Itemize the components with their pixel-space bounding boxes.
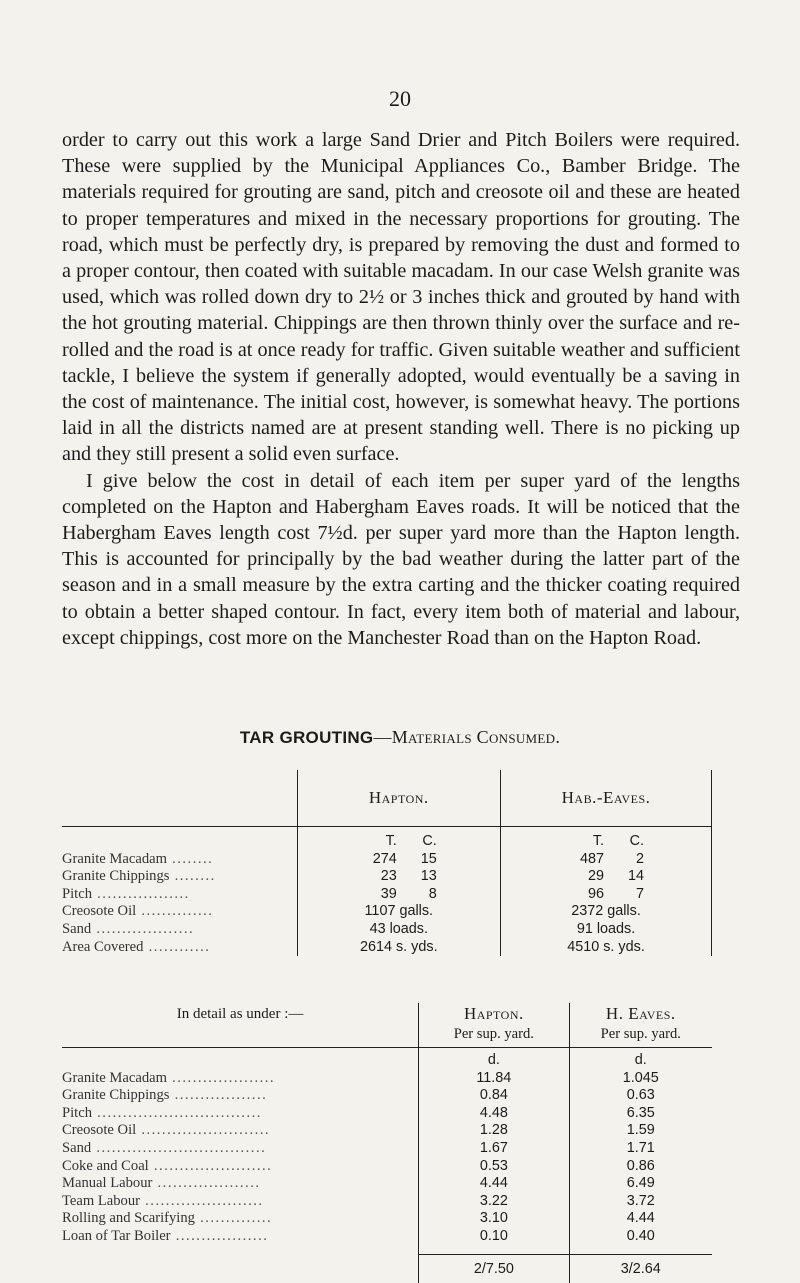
table-row	[62, 868, 712, 886]
row-label: Team Labour	[62, 1192, 140, 1209]
detail-table	[62, 1003, 712, 1283]
eaves-value: 1.71	[569, 1140, 712, 1158]
table-row	[62, 851, 712, 869]
leader-dots: .........................	[136, 1122, 271, 1139]
totals-row	[62, 1254, 712, 1283]
unit-pence: d.	[569, 1048, 712, 1070]
materials-units-row	[62, 827, 712, 851]
leader-dots: ....................	[152, 1175, 261, 1192]
table-row	[62, 939, 712, 957]
hapton-value: 1.67	[419, 1140, 569, 1158]
row-label: Pitch	[62, 885, 92, 902]
tons-value: 274	[372, 850, 397, 867]
eaves-value: 6.35	[569, 1105, 712, 1123]
paragraph-2: I give below the cost in detail of each item per super yard of the lengths completed on the Hapton and Habergham Eaves roads. It will be noticed that the Habergham Eaves length cost 7½d. per super yard more than the Hapton length. This is accounted for principally by the bad weather during the latter part of the season and in a small measure by the extra carting and the thicker coating required to obtain a better shaped contour. In fact, every item both of material and labour, except chippings, cost more on the Manchester Road than on the Hapton Road.	[62, 469, 740, 649]
hapton-value: 0.84	[419, 1087, 569, 1105]
leader-dots: ................................	[92, 1104, 262, 1121]
tons-value: 39	[380, 885, 397, 902]
detail-subheader-eaves: Per sup. yard.	[569, 1025, 712, 1048]
row-label: Granite Chippings	[62, 1087, 170, 1104]
leader-dots: ........	[166, 850, 214, 867]
eaves-value: 4510 s. yds.	[501, 939, 712, 957]
eaves-value: 1.59	[569, 1122, 712, 1140]
table-row	[62, 1175, 712, 1193]
page-number: 20	[389, 86, 411, 111]
hapton-value: 4.44	[419, 1175, 569, 1193]
unit-t: T.	[592, 833, 605, 849]
unit-c: C.	[422, 833, 437, 849]
cwt-value: 15	[420, 850, 437, 867]
table-row	[62, 886, 712, 904]
tons-value: 29	[588, 868, 605, 885]
table-row	[62, 1070, 712, 1088]
eaves-total: 3/2.64	[569, 1254, 712, 1283]
hapton-value: 0.53	[419, 1158, 569, 1176]
row-label: Rolling and Scarifying	[62, 1210, 195, 1227]
row-label: Granite Macadam	[62, 850, 167, 867]
leader-dots: ............	[143, 938, 211, 955]
row-label: Creosote Oil	[62, 1122, 137, 1139]
hapton-value: 43 loads.	[297, 921, 501, 939]
row-label: Coke and Coal	[62, 1157, 149, 1174]
eaves-value: 4.44	[569, 1210, 712, 1228]
materials-table	[62, 770, 712, 956]
eaves-value: 1.045	[569, 1070, 712, 1088]
detail-units-row	[62, 1048, 712, 1070]
leader-dots: ..............	[136, 903, 214, 920]
row-label: Manual Labour	[62, 1175, 153, 1192]
eaves-value: 0.40	[569, 1228, 712, 1246]
hapton-value: 1.28	[419, 1122, 569, 1140]
cwt-value: 13	[420, 868, 437, 885]
table-row	[62, 921, 712, 939]
unit-pence: d.	[419, 1048, 569, 1070]
leader-dots: .................................	[91, 1139, 267, 1156]
leader-dots: ........	[169, 868, 216, 885]
leader-dots: ..................	[169, 1087, 268, 1104]
table-row	[62, 903, 712, 921]
paragraph-1: order to carry out this work a large Sand Drier and Pitch Boilers were required. These were supplied by the Municipal Appliances Co., Bamber Bridge. The materials required for grouting are sand, pitch and creosote oil and these are heated to proper temperatures and mixed in the necessary proportions for grouting. The road, which must be perfectly dry, is prepared by removing the dust and formed to a proper contour, then coated with suitable macadam. In our case Welsh granite was used, which was rolled down dry to 2½ or 3 inches thick and grouted by hand with the hot grouting material. Chippings are then thrown thinly over the surface and re-rolled and the road is at once ready for traffic. Given suitable weather and sufficient tackle, I believe the system if generally adopted, would eventually be a saving in the cost of maintenance. The initial cost, however, is somewhat heavy. The portions laid in all the districts named are at present standing well. There is no picking up and they still present a solid even surface.	[62, 129, 740, 466]
table-row	[62, 1140, 712, 1158]
cwt-value: 8	[428, 885, 437, 902]
leader-dots: ...................	[91, 920, 195, 937]
hapton-value: 3.22	[419, 1193, 569, 1211]
leader-dots: .......................	[140, 1192, 264, 1209]
tons-value: 23	[380, 868, 397, 885]
cwt-value: 2	[636, 850, 645, 867]
row-label: Sand	[62, 920, 92, 937]
table-row	[62, 1228, 712, 1246]
detail-subheader-row	[62, 1025, 712, 1048]
tons-value: 96	[588, 885, 605, 902]
leader-dots: ..................	[92, 885, 190, 902]
leader-dots: ....................	[166, 1069, 276, 1086]
row-label: Granite Chippings	[62, 868, 170, 885]
materials-header-eaves: Hab.-Eaves.	[501, 770, 712, 827]
table-title-sub: —Materials Consumed.	[373, 727, 561, 747]
row-label: Sand	[62, 1139, 92, 1156]
eaves-value: 91 loads.	[501, 921, 712, 939]
materials-header-row	[62, 770, 712, 827]
hapton-value: 2614 s. yds.	[297, 939, 501, 957]
materials-header-hapton: Hapton.	[297, 770, 501, 827]
tons-value: 487	[580, 850, 605, 867]
table-row	[62, 1210, 712, 1228]
row-label: Loan of Tar Boiler	[62, 1227, 171, 1244]
cwt-value: 7	[636, 885, 645, 902]
row-label: Creosote Oil	[62, 903, 137, 920]
leader-dots: ..............	[194, 1210, 273, 1227]
hapton-value: 3.10	[419, 1210, 569, 1228]
materials-header-blank	[62, 770, 297, 827]
detail-subheader-hapton: Per sup. yard.	[419, 1025, 569, 1048]
row-label: Granite Macadam	[62, 1069, 167, 1086]
table-row	[62, 1158, 712, 1176]
hapton-value: 0.10	[419, 1228, 569, 1246]
hapton-value: 4.48	[419, 1105, 569, 1123]
table-title	[0, 727, 800, 748]
detail-intro: In detail as under :—	[176, 1006, 304, 1022]
hapton-value: 11.84	[419, 1070, 569, 1088]
table-row	[62, 1122, 712, 1140]
table-title-main: TAR GROUTING	[239, 728, 374, 747]
body-text	[62, 127, 740, 651]
table-row	[62, 1105, 712, 1123]
row-label: Area Covered	[62, 938, 144, 955]
unit-c: C.	[629, 833, 645, 849]
detail-header-eaves: H. Eaves.	[569, 1003, 712, 1025]
detail-header-row	[62, 1003, 712, 1025]
table-row	[62, 1087, 712, 1105]
row-label: Pitch	[62, 1104, 92, 1121]
cwt-value: 14	[628, 868, 645, 885]
eaves-value: 2372 galls.	[501, 903, 712, 921]
eaves-value: 0.86	[569, 1158, 712, 1176]
hapton-value: 1107 galls.	[297, 903, 501, 921]
eaves-value: 6.49	[569, 1175, 712, 1193]
eaves-value: 3.72	[569, 1193, 712, 1211]
eaves-value: 0.63	[569, 1087, 712, 1105]
leader-dots: .......................	[148, 1157, 273, 1174]
table-row	[62, 1193, 712, 1211]
hapton-total: 2/7.50	[419, 1254, 569, 1283]
leader-dots: ..................	[170, 1227, 269, 1244]
unit-t: T.	[385, 833, 397, 849]
detail-header-hapton: Hapton.	[419, 1003, 569, 1025]
